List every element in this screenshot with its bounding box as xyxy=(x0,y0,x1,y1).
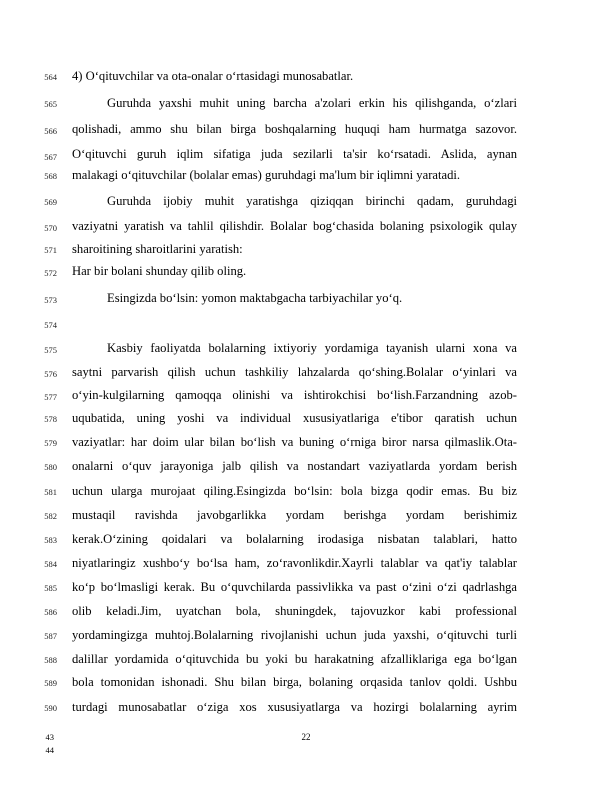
line-number: 579 xyxy=(44,438,57,448)
text-line: yordamingizga muhtoj.Bolalarning rivojlanishi uchun juda yaxshi, o‘qituvchi turli xyxy=(72,628,517,642)
text-line: kerak.O‘zining qoidalari va bolalarning irodasiga nisbatan talablari, hatto xyxy=(72,532,517,546)
text-line: saytni parvarish qilish uchun tashkiliy lahzalarda qo‘shing.Bolalar o‘yinlari va xyxy=(72,365,517,379)
line-number: 581 xyxy=(44,487,57,497)
line-number: 576 xyxy=(44,369,57,379)
line-number: 565 xyxy=(44,99,57,109)
line-number: 589 xyxy=(44,678,57,688)
page-number: 22 xyxy=(301,732,311,742)
text-line: Guruhda ijobiy muhit yaratishga qiziqqan birinchi qadam, guruhdagi xyxy=(107,194,517,208)
line-number: 587 xyxy=(44,631,57,641)
footer-left-number: 44 xyxy=(45,745,54,755)
text-line: Kasbiy faoliyatda bolalarning ixtiyoriy yordamiga tayanish ularni xona va xyxy=(107,341,517,355)
line-number: 584 xyxy=(44,559,57,569)
text-line: ko‘p bo‘lmasligi kerak. Bu o‘quvchilarda passivlikka va past o‘zini o‘zi qadrlashga xyxy=(72,580,517,594)
line-number: 564 xyxy=(44,72,57,82)
text-line: dalillar yordamida o‘qituvchida bu yoki bu harakatning afzalliklariga ega bo‘lgan xyxy=(72,652,517,666)
line-number: 568 xyxy=(44,171,57,181)
line-number: 575 xyxy=(44,345,57,355)
line-number: 583 xyxy=(44,535,57,545)
text-line: vaziyatlar: har doim ular bilan bo‘lish va buning o‘rniga biror narsa qilmaslik.Ota- xyxy=(72,435,517,449)
section-heading: 4) O‘qituvchilar va ota-onalar o‘rtasidagi munosabatlar. xyxy=(72,69,354,83)
line-number: 590 xyxy=(44,703,57,713)
line-number: 571 xyxy=(44,245,57,255)
text-line: bola tomonidan ishonadi. Shu bilan birga, bolaning orqasida tanlov qoldi. Ushbu xyxy=(72,675,517,689)
line-number: 586 xyxy=(44,607,57,617)
text-line: olib keladi.Jim, uyatchan bola, shuningdek, tajovuzkor kabi professional xyxy=(72,604,517,618)
line-number: 567 xyxy=(44,152,57,162)
line-number: 578 xyxy=(44,414,57,424)
text-line: Esingizda bo‘lsin: yomon maktabgacha tarbiyachilar yo‘q. xyxy=(107,291,403,305)
line-number: 572 xyxy=(44,268,57,278)
line-number: 569 xyxy=(44,197,57,207)
line-number: 573 xyxy=(44,295,57,305)
line-number: 570 xyxy=(44,223,57,233)
footer-left-number: 43 xyxy=(45,732,54,742)
text-line: Har bir bolani shunday qilib oling. xyxy=(72,264,247,278)
text-line: niyatlaringiz xushbo‘y bo‘lsa ham, zo‘ravonlikdir.Xayrli talablar va qat'iy talablar xyxy=(72,556,517,570)
text-line: Guruhda yaxshi muhit uning barcha a'zolari erkin his qilishganda, o‘zlari xyxy=(107,96,517,110)
line-number: 588 xyxy=(44,655,57,665)
line-number: 580 xyxy=(44,462,57,472)
text-line: uchun ularga murojaat qiling.Esingizda bo‘lsin: bola bizga qodir emas. Bu biz xyxy=(72,484,517,498)
text-line: qolishadi, ammo shu bilan birga boshqalarning huquqi ham hurmatga sazovor. xyxy=(72,122,517,136)
text-line: malakagi o‘qituvchilar (bolalar emas) guruhdagi ma'lum bir iqlimni yaratadi. xyxy=(72,168,461,182)
line-number: 577 xyxy=(44,392,57,402)
text-line: sharoitining sharoitlarini yaratish: xyxy=(72,242,243,256)
line-number: 574 xyxy=(44,320,57,330)
text-line: O‘qituvchi guruh iqlim sifatiga juda sezilarli ta'sir ko‘rsatadi. Aslida, aynan xyxy=(72,147,517,161)
line-number: 566 xyxy=(44,126,57,136)
text-line: turdagi munosabatlar o‘ziga xos xususiyatlarga va hozirgi bolalarning ayrim xyxy=(72,700,517,714)
text-line: mustaqil ravishda javobgarlikka yordam berishga yordam berishimiz xyxy=(72,508,517,522)
text-line: vaziyatni yaratish va tahlil qilishdir. Bolalar bog‘chasida bolaning psixologik qulay xyxy=(72,219,517,233)
text-line: onalarni o‘quv jarayoniga jalb qilish va nostandart vaziyatlarda yordam berish xyxy=(72,459,517,473)
text-line: o‘yin-kulgilarning qamoqqa olinishi va ishtirokchisi bo‘lish.Farzandning azob- xyxy=(72,388,517,402)
line-number: 582 xyxy=(44,511,57,521)
line-number: 585 xyxy=(44,583,57,593)
text-line: uqubatida, uning yoshi va individual xususiyatlariga e'tibor qaratish uchun xyxy=(72,411,517,425)
